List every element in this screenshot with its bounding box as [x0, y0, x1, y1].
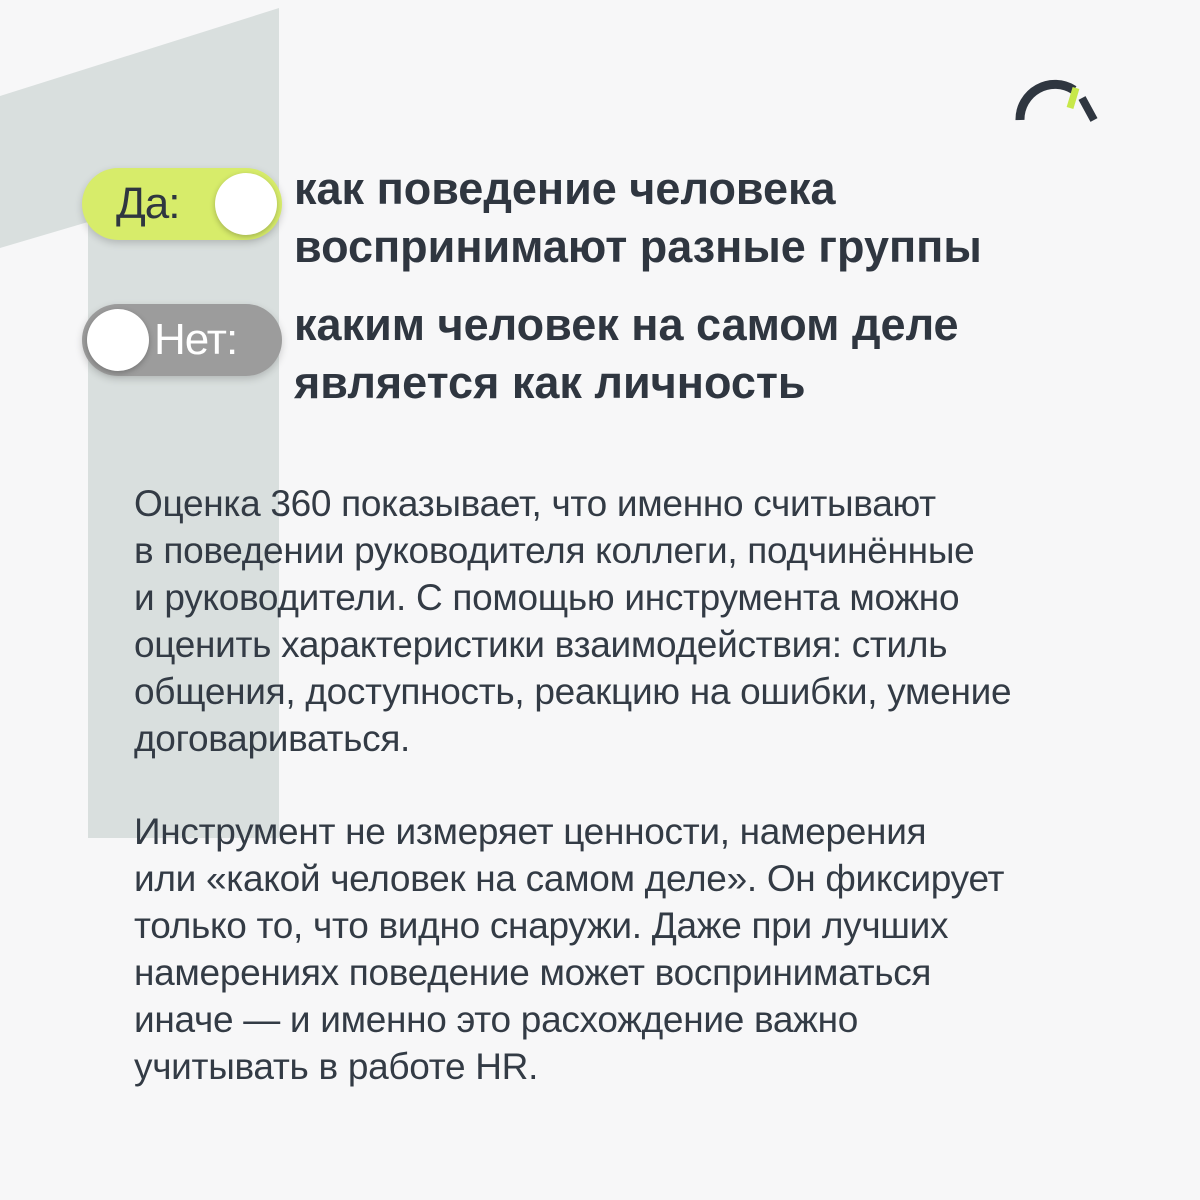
toggle-no-knob [87, 309, 149, 371]
gauge-logo-icon [1012, 78, 1098, 124]
statement-no: каким человек на самом деле является как личность [294, 299, 959, 408]
toggle-yes[interactable] [82, 168, 282, 240]
body-paragraph-2: Инструмент не измеряет ценности, намерения или «какой человек на самом деле». Он фиксирует только то, что видно снаружи. Даже при лучших намерениях поведение может восприниматься иначе — и именно это расхождение важно учитывать в работе HR. [134, 811, 1005, 1087]
statement-yes: как поведение человека воспринимают разные группы [294, 163, 982, 272]
gauge-right-leg [1082, 98, 1094, 120]
gauge-arc [1020, 84, 1074, 120]
toggle-no[interactable] [82, 304, 282, 376]
toggle-no-label: Нет: [154, 315, 238, 364]
body-paragraph-1: Оценка 360 показывает, что именно считывают в поведении руководителя коллеги, подчинённые и руководители. С помощью инструмента можно оценить характеристики взаимодействия: стиль общения, доступность, реакцию на ошибки, умение договариваться. [134, 483, 1012, 759]
toggle-yes-label: Да: [116, 179, 180, 228]
toggle-yes-knob [215, 173, 277, 235]
